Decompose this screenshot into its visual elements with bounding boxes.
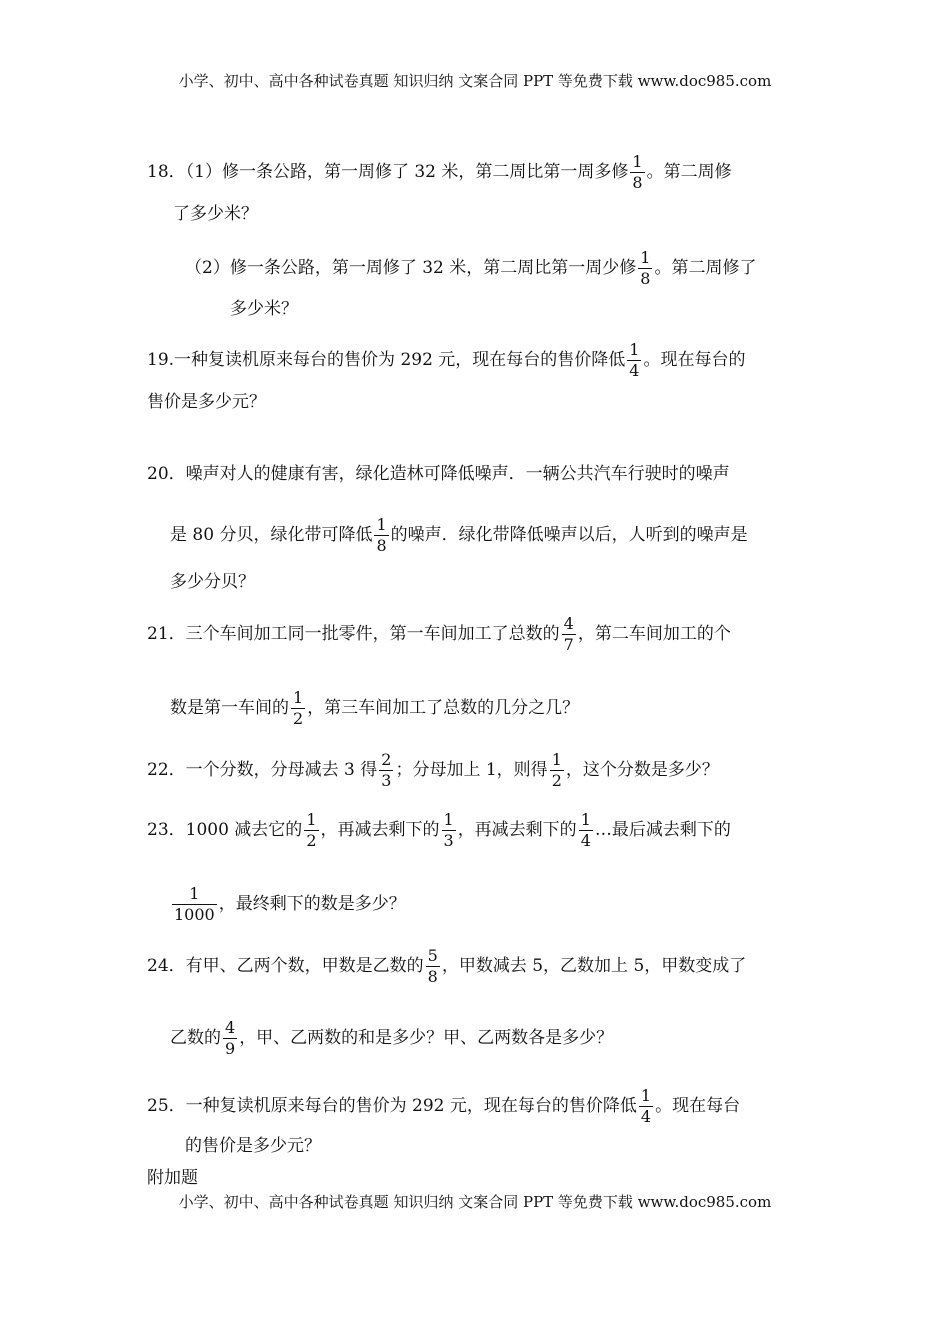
q23-text-a: 23．1000 减去它的 — [147, 820, 303, 840]
q24-text-2b: ，甲、乙两数的和是多少？甲、乙两数各是多少？ — [239, 1028, 614, 1048]
q22-fraction-1 — [379, 752, 393, 789]
frac-denominator: 4 — [629, 361, 640, 380]
q19-fraction — [627, 342, 641, 379]
q21-line-2 — [170, 690, 579, 727]
frac-numerator: 5 — [427, 946, 438, 965]
frac-denominator: 4 — [580, 831, 591, 850]
q21-fraction-1 — [562, 616, 576, 653]
page-footer: 小学、初中、高中各种试卷真题 知识归纳 文案合同 PPT 等免费下载 www.doc985.com — [178, 1193, 772, 1211]
q21-line-1 — [147, 616, 731, 653]
q24-fraction-1 — [426, 948, 440, 985]
q20-line-1: 20．噪声对人的健康有害，绿化造林可降低噪声．一辆公共汽车行驶时的噪声 — [147, 464, 730, 484]
q23-line-2 — [170, 886, 406, 923]
frac-denominator: 4 — [640, 1107, 652, 1126]
frac-numerator: 1 — [632, 152, 643, 171]
frac-numerator: 1 — [376, 515, 387, 534]
q23-fraction-2 — [442, 812, 456, 849]
frac-denominator: 9 — [225, 1039, 236, 1058]
q24-line-1 — [147, 948, 746, 985]
frac-numerator: 1 — [306, 810, 317, 829]
q20-line-2 — [170, 517, 748, 554]
q18-fraction-2 — [638, 250, 652, 287]
frac-numerator: 1 — [640, 1086, 652, 1105]
q23-fraction-1 — [304, 812, 318, 849]
q21-text-2b: ，第三车间加工了总数的几分之几？ — [307, 698, 580, 718]
q21-text-1a: 21．三个车间加工同一批零件，第一车间加工了总数的 — [147, 624, 560, 644]
frac-numerator: 4 — [563, 614, 574, 633]
q24-fraction-2 — [223, 1020, 237, 1057]
frac-denominator: 3 — [381, 771, 392, 790]
q24-text-1b: ，甲数减去 5，乙数加上 5，甲数变成了 — [441, 956, 747, 976]
q18-text-1b: 。第二周修 — [646, 162, 732, 182]
q24-text-2a: 乙数的 — [170, 1028, 221, 1048]
q23-fraction-3 — [579, 812, 593, 849]
frac-denominator: 2 — [293, 709, 304, 728]
q25-text-1b: 。现在每台 — [655, 1096, 741, 1116]
q20-line-3: 多少分贝？ — [170, 572, 255, 592]
frac-denominator: 1000 — [174, 905, 215, 924]
q19-text-1a: 19.一种复读机原来每台的售价为 292 元，现在每台的售价降低 — [147, 350, 626, 370]
frac-numerator: 1 — [580, 810, 591, 829]
q18-text-3b: 。第二周修了 — [654, 258, 757, 278]
frac-denominator: 8 — [427, 967, 438, 986]
q22-line — [147, 752, 719, 789]
q23-text-b: ，再减去剩下的 — [320, 820, 440, 840]
q20-text-2a: 是 80 分贝，绿化带可降低 — [170, 525, 373, 545]
frac-denominator: 7 — [563, 635, 574, 654]
q18-text-1a: 18．（1）修一条公路，第一周修了 32 米，第二周比第一周多修 — [147, 162, 629, 182]
q25-text-1a: 25．一种复读机原来每台的售价为 292 元，现在每台的售价降低 — [147, 1096, 637, 1116]
frac-denominator: 3 — [443, 831, 454, 850]
frac-numerator: 1 — [551, 750, 562, 769]
q21-fraction-2 — [291, 690, 305, 727]
q20-text-2b: 的噪声．绿化带降低噪声以后，人听到的噪声是 — [390, 525, 748, 545]
q23-text-e: ，最终剩下的数是多少？ — [218, 894, 406, 914]
q19-line-1 — [147, 342, 745, 379]
q22-text-c: ，这个分数是多少？ — [565, 760, 719, 780]
q22-fraction-2 — [550, 752, 564, 789]
page-header: 小学、初中、高中各种试卷真题 知识归纳 文案合同 PPT 等免费下载 www.doc985.com — [178, 72, 772, 90]
q23-text-d: …最后减去剩下的 — [594, 820, 731, 840]
q18-text-3a: （2）修一条公路，第一周修了 32 米，第二周比第一周少修 — [185, 258, 637, 278]
frac-numerator: 1 — [629, 340, 640, 359]
q25-line-2: 的售价是多少元？ — [185, 1136, 321, 1156]
q25-line-1 — [147, 1088, 740, 1125]
q20-fraction — [374, 517, 388, 554]
frac-denominator: 8 — [632, 173, 643, 192]
q25-fraction — [639, 1088, 653, 1125]
frac-denominator: 2 — [551, 771, 562, 790]
frac-numerator: 4 — [225, 1018, 236, 1037]
q19-line-2: 售价是多少元？ — [147, 392, 266, 412]
q18-fraction-1 — [630, 154, 644, 191]
q23-fraction-4 — [172, 886, 217, 923]
frac-numerator: 2 — [381, 750, 392, 769]
frac-numerator: 1 — [293, 688, 304, 707]
frac-numerator: 1 — [640, 248, 651, 267]
frac-numerator: 1 — [189, 884, 200, 903]
frac-denominator: 8 — [640, 269, 651, 288]
q22-text-b: ；分母加上 1，则得 — [395, 760, 548, 780]
q18-line-2: 了多少米？ — [173, 204, 258, 224]
frac-denominator: 2 — [306, 831, 317, 850]
frac-denominator: 8 — [376, 536, 387, 555]
q19-text-1b: 。现在每台的 — [643, 350, 746, 370]
q24-line-2 — [170, 1020, 613, 1057]
q24-text-1a: 24．有甲、乙两个数，甲数是乙数的 — [147, 956, 424, 976]
q21-text-1b: ，第二车间加工的个 — [577, 624, 731, 644]
frac-numerator: 1 — [443, 810, 454, 829]
q18-line-1 — [147, 154, 732, 191]
q21-text-2a: 数是第一车间的 — [170, 698, 289, 718]
extra-heading: 附加题 — [147, 1168, 198, 1188]
q18-line-4: 多少米？ — [230, 299, 298, 319]
q23-text-c: ，再减去剩下的 — [457, 820, 577, 840]
q22-text-a: 22．一个分数，分母减去 3 得 — [147, 760, 378, 780]
q23-line-1 — [147, 812, 731, 849]
q18-line-3 — [185, 250, 756, 287]
